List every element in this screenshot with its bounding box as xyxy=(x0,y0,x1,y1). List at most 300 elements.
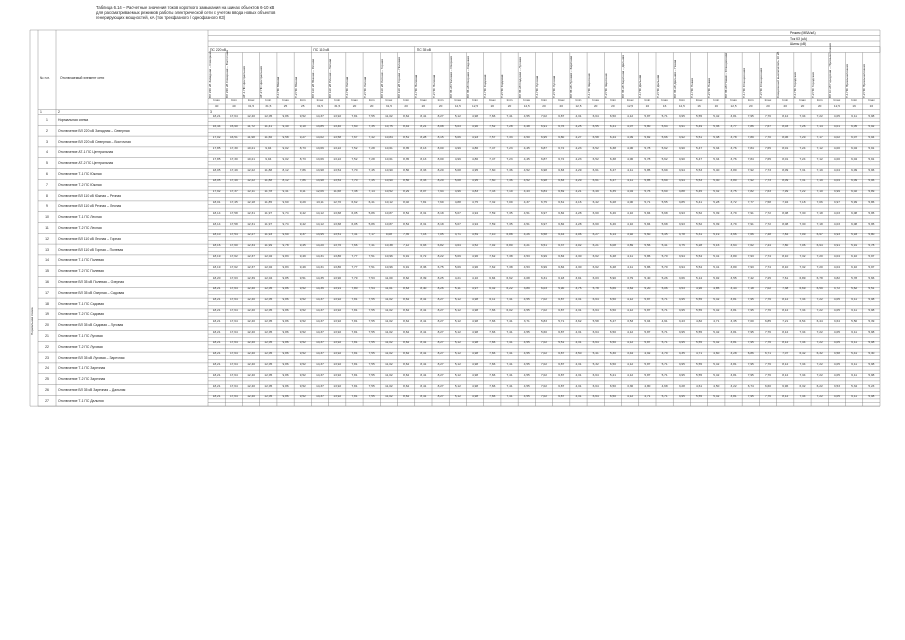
column-code: Imax xyxy=(730,98,737,103)
table-cell: 10,21 xyxy=(247,146,255,150)
table-cell: 4,09 xyxy=(627,135,634,140)
table-cell: 5,42 xyxy=(713,362,720,366)
table-cell: 8,56 xyxy=(403,178,410,183)
table-cell: 4,55 xyxy=(523,297,530,302)
table-cell: 6,58 xyxy=(592,135,599,140)
table-cell: 6,87 xyxy=(558,329,565,334)
table-cell: 7,36 xyxy=(506,167,513,172)
column-code: Imin xyxy=(265,98,272,103)
table-cell: 7,02 xyxy=(540,372,547,377)
table-cell: 5,70 xyxy=(661,254,668,258)
column-rating: 16 xyxy=(714,103,719,108)
table-cell: 6,62 xyxy=(592,254,599,258)
table-cell: 5,50 xyxy=(851,318,858,323)
table-cell: 7,77 xyxy=(351,264,358,269)
table-cell: 12,05 xyxy=(264,372,273,377)
table-cell: 5,90 xyxy=(609,275,616,280)
column-header: Т-2 ПС Промышленная xyxy=(862,63,867,98)
table-cell: 8,64 xyxy=(403,308,410,312)
table-cell: 5,38 xyxy=(713,135,720,140)
table-cell: 11,02 xyxy=(385,394,393,399)
table-cell: 5,53 xyxy=(696,178,703,183)
table-cell: 4,31 xyxy=(575,372,582,377)
table-cell: 6,61 xyxy=(592,167,599,172)
table-cell: 4,31 xyxy=(575,308,582,312)
row-number: 9 xyxy=(46,204,48,209)
table-cell: 6,38 xyxy=(609,146,616,150)
row-name: Отключение Т-2 ПС Заречная xyxy=(58,377,106,382)
table-cell: 4,23 xyxy=(575,156,582,161)
column-header: Т-1 ПС Луговая xyxy=(534,75,539,98)
table-cell: 10,61 xyxy=(385,156,393,161)
table-cell: 6,09 xyxy=(851,167,858,172)
table-cell: 7,19 xyxy=(816,178,823,183)
table-cell: 6,69 xyxy=(799,286,806,291)
table-cell: 3,78 xyxy=(730,135,737,140)
table-cell: 11,88 xyxy=(264,167,273,172)
table-cell: 3,92 xyxy=(678,135,685,140)
column-rating: 31,5 xyxy=(248,103,255,108)
column-code: Imax xyxy=(799,98,806,103)
column-rating: 20 xyxy=(421,103,426,108)
table-cell: 4,96 xyxy=(454,189,461,194)
table-cell: 7,76 xyxy=(764,362,771,366)
table-cell: 7,95 xyxy=(747,329,754,334)
table-cell: 6,14 xyxy=(609,232,616,237)
table-cell: 12,05 xyxy=(264,308,273,312)
table-cell: 4,12 xyxy=(627,308,634,312)
table-cell: 4,71 xyxy=(644,394,651,399)
table-cell: 8,08 xyxy=(782,221,789,226)
column-header: Т-1 ПС Садовая xyxy=(483,74,488,98)
table-cell: 7,35 xyxy=(403,232,410,237)
table-cell: 17,62 xyxy=(229,264,238,269)
table-cell: 6,44 xyxy=(816,318,823,323)
table-cell: 5,97 xyxy=(868,254,875,258)
table-cell: 6,37 xyxy=(558,243,565,248)
table-cell: 4,05 xyxy=(833,340,840,345)
row-name: Отключение Т-2 ПС Садовая xyxy=(58,312,104,317)
table-cell: 4,98 xyxy=(472,308,479,312)
table-cell: 7,09 xyxy=(799,232,806,237)
table-cell: 5,83 xyxy=(540,318,547,323)
table-cell: 10,38 xyxy=(385,243,393,248)
table-cell: 5,55 xyxy=(696,340,703,345)
column-rating: 20 xyxy=(783,103,787,108)
table-cell: 6,04 xyxy=(851,146,858,150)
table-cell: 6,88 xyxy=(506,232,513,237)
table-cell: 9,78 xyxy=(282,243,289,248)
table-cell: 4,02 xyxy=(833,135,840,140)
table-cell: 3,94 xyxy=(678,167,685,172)
table-cell: 3,99 xyxy=(833,189,840,194)
table-cell: 7,43 xyxy=(489,189,496,194)
table-cell: 5,47 xyxy=(696,156,703,161)
table-cell: 7,70 xyxy=(351,178,358,183)
column-header: Т-2 ПС Луговая xyxy=(552,75,557,98)
table-cell: 7,76 xyxy=(764,372,771,377)
row-number: 12 xyxy=(45,236,49,241)
table-cell: 6,05 xyxy=(351,221,358,226)
table-cell: 4,12 xyxy=(627,113,634,118)
column-code: Imin xyxy=(334,98,341,103)
table-cell: 4,23 xyxy=(575,146,582,150)
table-cell: 7,02 xyxy=(489,243,496,248)
table-cell: 5,87 xyxy=(644,362,651,366)
table-cell: 5,91 xyxy=(851,243,858,248)
table-cell: 11,02 xyxy=(385,318,393,323)
column-rating: 20 xyxy=(800,103,805,108)
table-cell: 6,10 xyxy=(851,264,858,269)
row-name: Отключение ВЛ 35 кВ Озерная – Садовая xyxy=(58,290,125,295)
table-cell: 10,12 xyxy=(385,200,393,204)
table-cell: 8,12 xyxy=(782,113,789,118)
caption-line-2: для рассматриваемых режимов работы электрической сети с учетом ввода новых объектов xyxy=(96,10,276,16)
table-cell: 17,64 xyxy=(229,308,238,312)
table-cell: 4,50 xyxy=(523,135,530,140)
side-label: Нормальная схема xyxy=(30,306,34,335)
table-cell: 4,86 xyxy=(472,156,479,161)
table-cell: 4,31 xyxy=(575,340,582,345)
table-cell: 5,68 xyxy=(661,221,668,226)
table-cell: 6,72 xyxy=(558,146,565,150)
row-name: Отключение АТ-1 ПС Центральная xyxy=(58,150,114,155)
table-cell: 5,71 xyxy=(661,362,668,366)
table-cell: 8,39 xyxy=(420,275,427,280)
table-cell: 4,05 xyxy=(833,113,840,118)
row-name: Отключение Т-1 ПС Лесная xyxy=(58,215,102,220)
table-cell: 7,55 xyxy=(368,394,375,399)
table-cell: 7,02 xyxy=(764,286,771,291)
table-cell: 6,47 xyxy=(609,178,616,183)
row-name: Отключение Т-1 ПС Садовая xyxy=(58,301,104,306)
table-cell: 11,99 xyxy=(264,243,273,248)
table-cell: 6,64 xyxy=(592,297,599,302)
table-cell: 7,02 xyxy=(540,340,547,345)
column-header: Т-2 ПС Дальняя xyxy=(655,74,660,98)
table-cell: 4,05 xyxy=(833,362,840,366)
table-cell: 6,11 xyxy=(851,394,858,399)
table-cell: 6,50 xyxy=(609,383,616,388)
table-cell: 5,42 xyxy=(713,308,720,312)
table-cell: 8,31 xyxy=(420,221,427,226)
row-number: 25 xyxy=(45,377,49,382)
table-cell: 4,11 xyxy=(627,254,634,258)
table-cell: 5,66 xyxy=(868,275,875,280)
table-cell: 7,17 xyxy=(816,135,823,140)
table-cell: 3,88 xyxy=(678,189,685,194)
table-cell: 6,99 xyxy=(540,254,547,258)
table-cell: 7,00 xyxy=(747,318,754,323)
table-cell: 6,28 xyxy=(609,200,616,204)
table-cell: 7,84 xyxy=(747,146,754,150)
row-name: Отключение ВЛ 35 кВ Луговая – Заречная xyxy=(58,355,125,360)
table-cell: 7,48 xyxy=(764,232,771,237)
column-header: Т-2 ПС Новая xyxy=(707,77,712,98)
column-rating: 20 xyxy=(749,103,753,108)
table-cell: 12,05 xyxy=(264,286,273,291)
table-cell: 18,21 xyxy=(212,383,221,388)
table-cell: 7,30 xyxy=(799,210,806,215)
table-cell: 3,22 xyxy=(730,383,737,388)
table-cell: 4,12 xyxy=(627,362,634,366)
table-cell: 5,30 xyxy=(868,351,875,356)
row-name: Отключение Т-1 ПС Заречная xyxy=(58,366,106,371)
table-cell: 7,18 xyxy=(747,286,754,291)
table-cell: 8,08 xyxy=(782,210,789,215)
table-cell: 4,98 xyxy=(472,113,479,118)
table-cell: 8,28 xyxy=(420,135,427,140)
table-cell: 7,32 xyxy=(799,254,806,258)
table-cell: 4,27 xyxy=(575,135,582,140)
table-cell: 7,52 xyxy=(351,156,358,161)
table-cell: 17,49 xyxy=(229,178,238,183)
table-cell: 6,86 xyxy=(747,351,754,356)
table-cell: 5,30 xyxy=(609,351,616,356)
table-cell: 11,02 xyxy=(385,329,393,334)
table-cell: 7,81 xyxy=(351,113,358,118)
table-cell: 18,10 xyxy=(212,232,221,237)
table-cell: 18,14 xyxy=(212,221,221,226)
table-cell: 7,70 xyxy=(764,135,771,140)
column-code: Imin xyxy=(368,98,375,103)
table-cell: 8,64 xyxy=(403,394,410,399)
table-cell: 3,76 xyxy=(730,156,737,161)
table-cell: 10,84 xyxy=(385,135,393,140)
table-cell: 5,07 xyxy=(454,210,461,215)
table-cell: 5,49 xyxy=(696,124,703,129)
table-cell: 7,95 xyxy=(747,394,754,399)
table-cell: 5,12 xyxy=(454,297,461,302)
table-cell: 5,62 xyxy=(661,146,668,150)
column-header: ВЛ 35 кВ Садовая – Луговая xyxy=(517,56,522,98)
column-rating: 16 xyxy=(645,103,650,108)
table-cell: 4,29 xyxy=(575,167,582,172)
table-cell: 4,96 xyxy=(472,264,479,269)
table-cell: 8,41 xyxy=(420,394,427,399)
table-cell: 5,91 xyxy=(868,146,875,150)
table-cell: 13,92 xyxy=(333,113,342,118)
table-cell: 7,07 xyxy=(782,351,789,356)
table-cell: 6,87 xyxy=(558,383,565,388)
table-cell: 9,85 xyxy=(282,275,289,280)
table-cell: 3,28 xyxy=(730,351,737,356)
table-cell: 4,90 xyxy=(472,124,479,129)
table-cell: 4,71 xyxy=(454,232,461,237)
table-cell: 4,03 xyxy=(833,210,840,215)
table-cell: 4,83 xyxy=(472,189,479,194)
table-cell: 12,40 xyxy=(247,318,255,323)
table-cell: 6,82 xyxy=(558,210,565,215)
table-cell: 4,05 xyxy=(833,308,840,312)
table-cell: 6,78 xyxy=(816,275,823,280)
table-cell: 6,96 xyxy=(782,383,789,388)
table-cell: 4,50 xyxy=(713,383,720,388)
table-cell: 3,35 xyxy=(730,318,737,323)
table-cell: 7,55 xyxy=(368,318,375,323)
table-cell: 7,66 xyxy=(489,372,496,377)
table-cell: 8,27 xyxy=(437,351,444,356)
table-cell: 4,12 xyxy=(627,372,634,377)
table-cell: 7,45 xyxy=(368,178,375,183)
table-cell: 6,80 xyxy=(506,243,513,248)
table-cell: 4,06 xyxy=(627,146,634,150)
column-header: Т-2 ПС Городская xyxy=(810,71,815,98)
table-cell: 11,93 xyxy=(264,232,273,237)
table-cell: 12,40 xyxy=(247,113,255,118)
table-cell: 9,52 xyxy=(299,318,306,323)
table-cell: 8,54 xyxy=(403,210,410,215)
table-cell: 11,72 xyxy=(247,124,255,129)
table-cell: 7,41 xyxy=(506,362,513,366)
table-cell: 4,86 xyxy=(472,146,479,150)
table-cell: 5,41 xyxy=(696,200,703,204)
table-cell: 9,52 xyxy=(299,113,306,118)
table-cell: 9,52 xyxy=(299,308,306,312)
table-cell: 5,78 xyxy=(644,156,651,161)
table-cell: 10,96 xyxy=(385,254,393,258)
table-cell: 7,12 xyxy=(403,243,410,248)
table-cell: 14,37 xyxy=(316,308,324,312)
table-cell: 9,49 xyxy=(299,254,306,258)
table-cell: 5,91 xyxy=(868,156,875,161)
table-cell: 6,08 xyxy=(851,221,858,226)
table-cell: 7,77 xyxy=(747,200,754,204)
table-cell: 18,21 xyxy=(212,394,221,399)
table-cell: 7,41 xyxy=(506,394,513,399)
table-cell: 7,12 xyxy=(816,156,823,161)
table-cell: 8,27 xyxy=(437,394,444,399)
table-cell: 4,88 xyxy=(454,200,461,204)
table-cell: 6,82 xyxy=(558,221,565,226)
table-cell: 4,04 xyxy=(833,264,840,269)
table-cell: 13,51 xyxy=(333,232,342,237)
table-cell: 6,62 xyxy=(506,275,513,280)
table-cell: 7,23 xyxy=(506,146,513,150)
table-cell: 4,95 xyxy=(472,178,479,183)
table-cell: 7,35 xyxy=(506,221,513,226)
table-cell: 7,66 xyxy=(489,340,496,345)
table-cell: 7,55 xyxy=(368,383,375,388)
table-cell: 5,87 xyxy=(644,297,651,302)
table-cell: 12,70 xyxy=(333,200,342,204)
table-cell: 5,78 xyxy=(592,286,599,291)
table-cell: 9,02 xyxy=(282,156,289,161)
table-cell: 4,52 xyxy=(472,243,479,248)
table-cell: 6,22 xyxy=(816,383,823,388)
table-cell: 4,64 xyxy=(454,243,461,248)
table-cell: 5,71 xyxy=(661,340,668,345)
table-cell: 8,35 xyxy=(403,156,410,161)
table-cell: 4,30 xyxy=(575,254,582,258)
column-rating: 31,5 xyxy=(334,103,341,108)
table-cell: 6,74 xyxy=(747,383,754,388)
table-cell: 6,59 xyxy=(816,286,823,291)
table-cell: 4,55 xyxy=(523,308,530,312)
table-cell: 5,89 xyxy=(868,189,875,194)
table-cell: 6,18 xyxy=(558,275,565,280)
table-cell: 18,05 xyxy=(212,167,221,172)
table-cell: 17,64 xyxy=(229,394,238,399)
table-cell: 7,02 xyxy=(540,351,547,356)
table-cell: 11,41 xyxy=(264,124,273,129)
table-cell: 5,87 xyxy=(644,329,651,334)
table-cell: 7,59 xyxy=(489,221,496,226)
table-cell: 7,69 xyxy=(437,200,444,204)
table-cell: 8,41 xyxy=(420,329,427,334)
column-rating: 20 xyxy=(766,103,770,108)
table-cell: 5,16 xyxy=(713,243,720,248)
column-code: Imin xyxy=(437,98,444,103)
column-code: Imin xyxy=(678,98,685,103)
table-cell: 4,31 xyxy=(575,362,582,366)
column-code: Imin xyxy=(609,98,616,103)
table-cell: 5,98 xyxy=(868,329,875,334)
table-cell: 5,86 xyxy=(868,200,875,204)
table-cell: 5,36 xyxy=(713,124,720,129)
table-cell: 7,66 xyxy=(489,351,496,356)
table-cell: 3,92 xyxy=(627,232,634,237)
table-cell: 4,02 xyxy=(575,243,582,248)
table-cell: 5,42 xyxy=(713,394,720,399)
table-cell: 7,76 xyxy=(764,297,771,302)
table-cell: 7,79 xyxy=(351,275,358,280)
table-cell: 12,04 xyxy=(264,275,273,280)
table-cell: 5,09 xyxy=(454,264,461,269)
table-cell: 18,21 xyxy=(212,329,221,334)
table-cell: 5,55 xyxy=(696,113,703,118)
table-cell: 5,99 xyxy=(851,200,858,204)
group-header: ПС 220 кВ xyxy=(210,47,227,52)
table-cell: 7,22 xyxy=(816,372,823,377)
table-cell: 5,78 xyxy=(644,146,651,150)
table-cell: 4,98 xyxy=(472,318,479,323)
table-cell: 7,22 xyxy=(816,329,823,334)
table-cell: 9,52 xyxy=(299,340,306,345)
table-cell: 12,31 xyxy=(247,210,255,215)
table-cell: 7,66 xyxy=(489,308,496,312)
table-cell: 3,44 xyxy=(730,286,737,291)
table-cell: 5,39 xyxy=(713,221,720,226)
table-cell: 7,76 xyxy=(764,113,771,118)
table-cell: 7,55 xyxy=(368,362,375,366)
table-cell: 9,86 xyxy=(282,362,289,366)
row-name: Отключение ВЛ 35 кВ Садовая – Луговая xyxy=(58,323,124,328)
table-cell: 10,52 xyxy=(385,189,393,194)
table-cell: 6,35 xyxy=(609,189,616,194)
table-cell: 8,27 xyxy=(437,318,444,323)
table-cell: 5,90 xyxy=(558,286,565,291)
table-cell: 8,27 xyxy=(437,383,444,388)
table-cell: 8,64 xyxy=(403,362,410,366)
table-cell: 8,33 xyxy=(420,167,427,172)
table-cell: 8,27 xyxy=(437,329,444,334)
table-cell: 9,86 xyxy=(282,329,289,334)
row-number: 4 xyxy=(46,150,48,155)
table-cell: 4,51 xyxy=(523,221,530,226)
table-cell: 3,91 xyxy=(678,124,685,129)
table-cell: 13,54 xyxy=(333,167,342,172)
table-cell: 13,92 xyxy=(333,308,342,312)
table-cell: 8,12 xyxy=(782,372,789,377)
row-name: Отключение Т-1 ПС Дальняя xyxy=(58,398,104,403)
table-cell: 5,95 xyxy=(868,221,875,226)
table-cell: 7,66 xyxy=(351,243,358,248)
table-cell: 4,31 xyxy=(575,394,582,399)
row-name: Отключение ВЛ 110 кВ Южная – Речная xyxy=(58,193,122,198)
table-cell: 7,51 xyxy=(368,264,375,269)
table-cell: 6,07 xyxy=(851,135,858,140)
